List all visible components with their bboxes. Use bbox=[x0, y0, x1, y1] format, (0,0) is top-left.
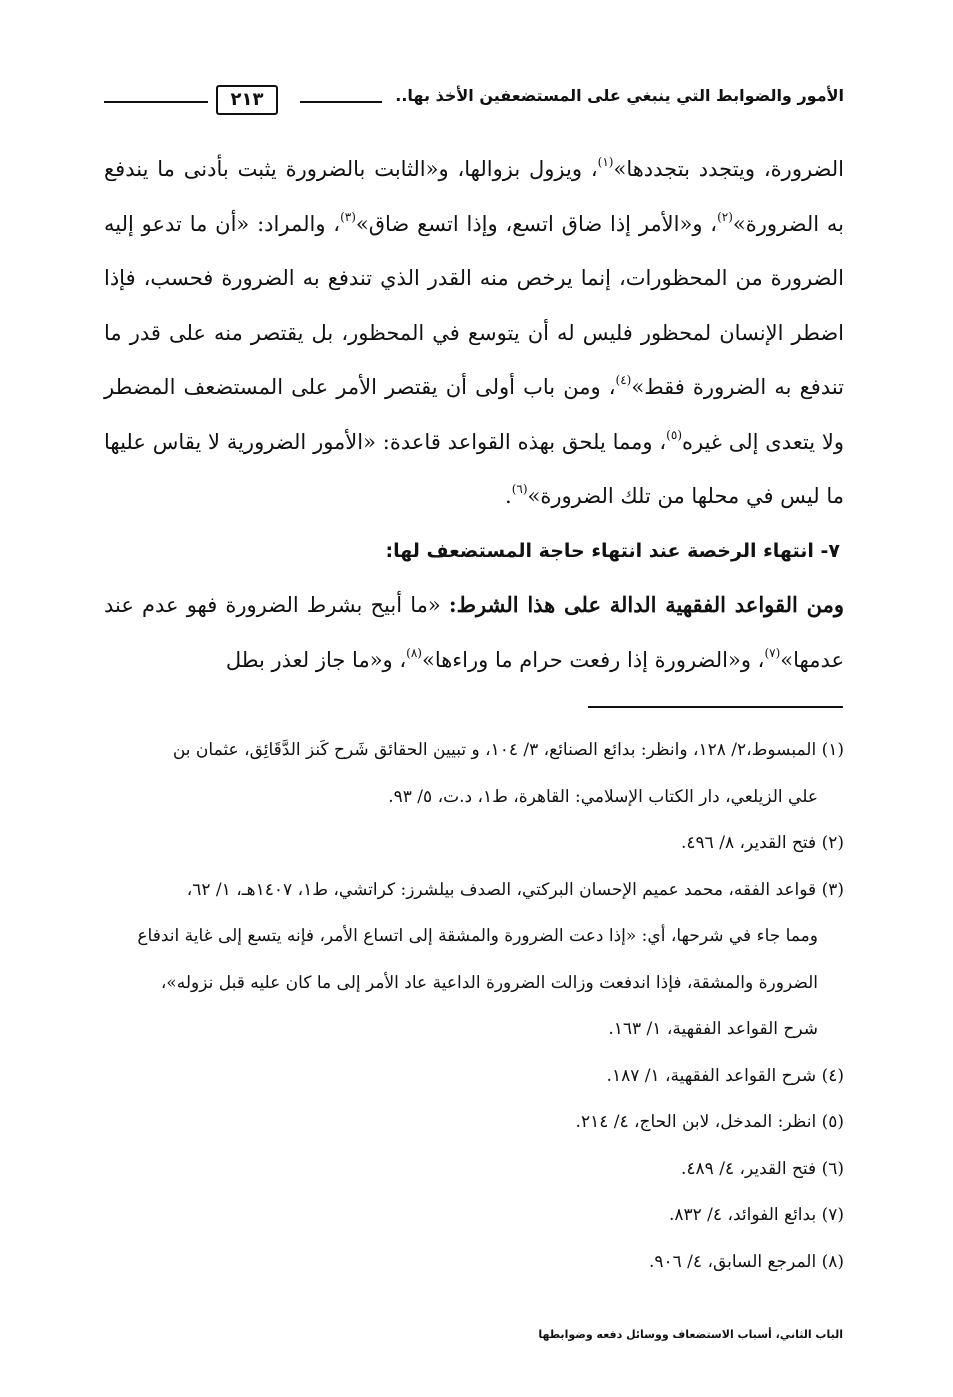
main-text bbox=[104, 142, 844, 687]
footnote-3-continuation: شرح القواعد الفقهية، ١/ ١٦٣. bbox=[608, 1019, 818, 1039]
text-run: ، و«الضرورة إذا رفعت حرام ما وراءها» bbox=[421, 647, 765, 672]
text-run: الضرورة، ويتجدد بتجددها» bbox=[613, 157, 844, 181]
footnote-8: (٨) المرجع السابق، ٤/ ٩٠٦. bbox=[648, 1251, 844, 1272]
footnote-7: (٧) بدائع الفوائد، ٤/ ٨٣٢. bbox=[668, 1205, 844, 1225]
footnote-3: (٣) قواعد الفقه، محمد عميم الإحسان البركتي، الصدف بيلشرز: كراتشي، ط١، ١٤٠٧هـ، ١/ ٦٢، bbox=[186, 879, 844, 900]
footnote-ref: (٧) bbox=[764, 645, 781, 660]
text-run: ، ومما يلحق بهذه القواعد قاعدة: «الأمور الضرورية لا يقاس عليها ما ليس في محلها من تلك الضرورة» bbox=[104, 429, 844, 508]
footnote-6: (٦) فتح القدير، ٤/ ٤٨٩. bbox=[681, 1158, 844, 1179]
text-run: ، ويزول بزوالها، و«الثابت بالضرورة يثبت بأدنى ما يندفع به الضرورة» bbox=[104, 157, 844, 236]
footnote-4: (٤) شرح القواعد الفقهية، ١/ ١٨٧. bbox=[606, 1065, 844, 1086]
text-run: ، والمراد: «أن ما تدعو إليه الضرورة من المحظورات، إنما يرخص منه القدر الذي تندفع به الضرورة فحسب، فإذا اضطر الإنسان لمحظور فليس له أن يتوسع في المحظور، بل يقتصر منه على قدر ما تندفع به الضرورة فقط» bbox=[104, 211, 844, 399]
footnotes bbox=[104, 727, 844, 1285]
paragraph bbox=[104, 578, 844, 687]
footnote-ref: (٢) bbox=[717, 209, 733, 224]
text-run-bold: ومن القواعد الفقهية الدالة على هذا الشرط: bbox=[448, 592, 844, 617]
page-number: ٢١٣ bbox=[216, 85, 278, 115]
header-rule bbox=[104, 101, 208, 103]
running-header bbox=[104, 78, 844, 118]
footnote-ref: (٦) bbox=[511, 482, 528, 496]
text-run: ، و«الأمر إذا ضاق اتسع، وإذا اتسع ضاق» bbox=[355, 211, 718, 236]
paragraph bbox=[104, 142, 844, 524]
text-run: «ما أبيح بشرط الضرورة فهو عدم عند عدمها» bbox=[104, 593, 844, 672]
text-run: ، ومن باب أولى أن يقتصر الأمر على المستضعف المضطر ولا يتعدى إلى غيره bbox=[104, 375, 844, 454]
footnote-3-continuation: الضرورة والمشقة، فإذا اندفعت وزالت الضرورة الداعية عاد الأمر إلى ما كان عليه قبل نزوله»، bbox=[160, 972, 818, 993]
footnote-ref: (٨) bbox=[406, 645, 422, 660]
footnote-separator bbox=[588, 706, 843, 708]
footnote-5: (٥) انظر: المدخل، لابن الحاج، ٤/ ٢١٤. bbox=[575, 1112, 844, 1132]
footnote-ref: (٤) bbox=[615, 373, 632, 387]
header-title: الأمور والضوابط التي ينبغي على المستضعفين الأخذ بها.. bbox=[395, 86, 844, 105]
footnote-1-continuation: علي الزيلعي، دار الكتاب الإسلامي: القاهرة، ط١، د.ت، ٥/ ٩٣. bbox=[388, 786, 818, 807]
running-footer: الباب الثاني، أسباب الاستضعاف ووسائل دفعه وضوابطها bbox=[538, 1328, 843, 1341]
header-rule bbox=[300, 101, 382, 103]
footnote-3-continuation: ومما جاء في شرحها، أي: «إذا دعت الضرورة والمشقة إلى اتساع الأمر، فإنه يتسع إلى غاية اندفاع bbox=[137, 926, 818, 946]
footnote-ref: (٥) bbox=[666, 427, 682, 442]
footnote-2: (٢) فتح القدير، ٨/ ٤٩٦. bbox=[681, 833, 844, 853]
text-run: ، و«ما جاز لعذر بطل bbox=[225, 647, 407, 672]
footnote-ref: (١) bbox=[597, 155, 614, 169]
text-run: . bbox=[505, 484, 512, 508]
footnote-1: (١) المبسوط،٢/ ١٢٨، وانظر: بدائع الصنائع، ٣/ ١٠٤، و تبيين الحقائق شَرح كَنز الدَّقَائِق، عثمان بن bbox=[172, 740, 844, 760]
section-heading: ٧- انتهاء الرخصة عند انتهاء حاجة المستضعف لها: bbox=[385, 539, 840, 562]
footnote-ref: (٣) bbox=[340, 209, 356, 224]
